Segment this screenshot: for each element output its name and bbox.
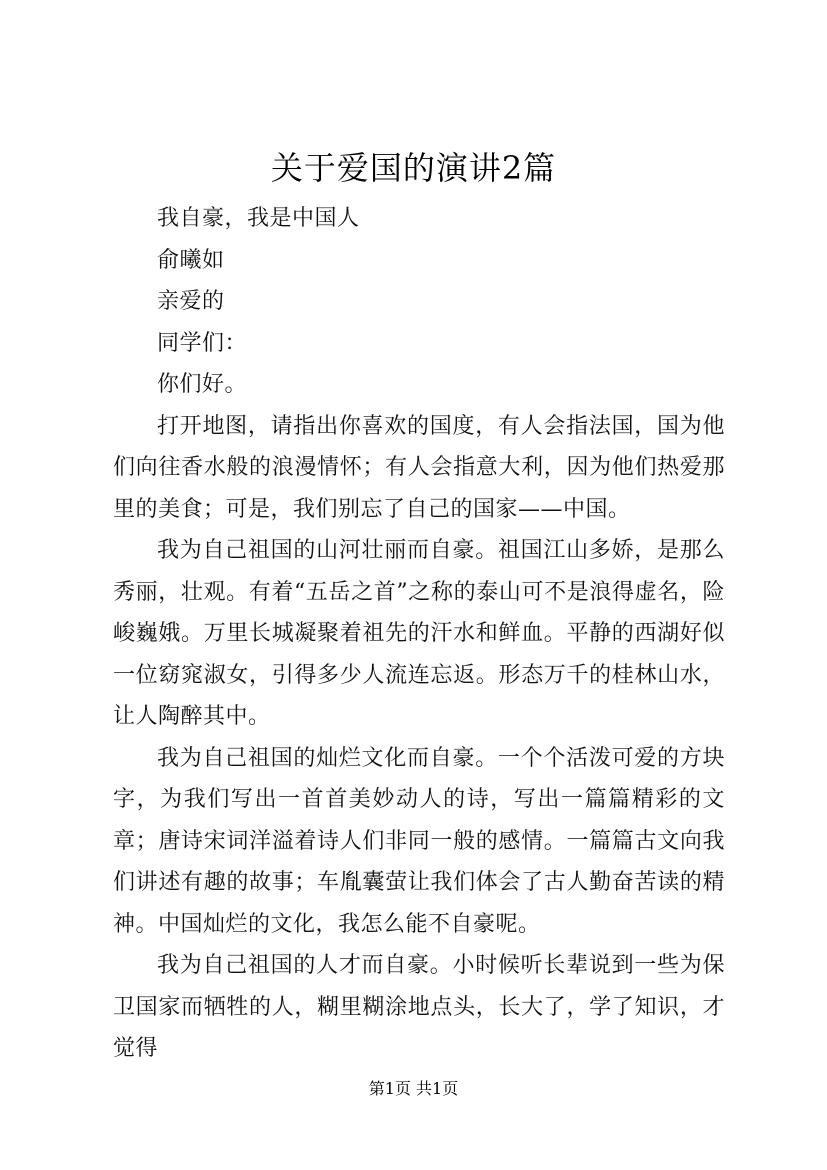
paragraph: 我为自己祖国的人才而自豪。小时候听长辈说到一些为保卫国家而牺牲的人，糊里糊涂地点头，长大了，学了知识，才觉得 xyxy=(113,953,725,1061)
paragraph: 我为自己祖国的灿烂文化而自豪。一个个活泼可爱的方块字，为我们写出一首首美妙动人的诗，写出一篇篇精彩的文章；唐诗宋词洋溢着诗人们非同一般的感情。一篇篇古文向我们讲述有趣的故事；车胤囊萤让我们体会了古人勤奋苦读的精神。中国灿烂的文化，我怎么能不自豪呢。 xyxy=(113,745,725,937)
page-footer: 第1页 共1页 xyxy=(368,1079,459,1098)
subtitle-line: 我自豪，我是中国人 xyxy=(157,206,360,231)
document-body xyxy=(113,198,725,1070)
document-title: 关于爱国的演讲2篇 xyxy=(270,149,557,187)
salutation-line: 同学们： xyxy=(157,330,248,356)
paragraph: 打开地图，请指出你喜欢的国度，有人会指法国，国为他们向往香水般的浪漫情怀；有人会指意大利，因为他们热爱那里的美食；可是，我们别忘了自己的国家——中国。 xyxy=(113,413,725,522)
greeting-line: 你们好。 xyxy=(157,372,248,397)
paragraph: 我为自己祖国的山河壮丽而自豪。祖国江山多娇，是那么秀丽，壮观。有着“五岳之首”之称的泰山可不是浪得虚名，险峻巍娥。万里长城凝聚着祖先的汗水和鲜血。平静的西湖好似一位窈窕淑女，引得多少人流连忘返。形态万千的桂林山水，让人陶醉其中。 xyxy=(113,538,725,729)
salutation-line: 亲爱的 xyxy=(157,289,225,314)
author-line: 俞曦如 xyxy=(157,247,225,273)
